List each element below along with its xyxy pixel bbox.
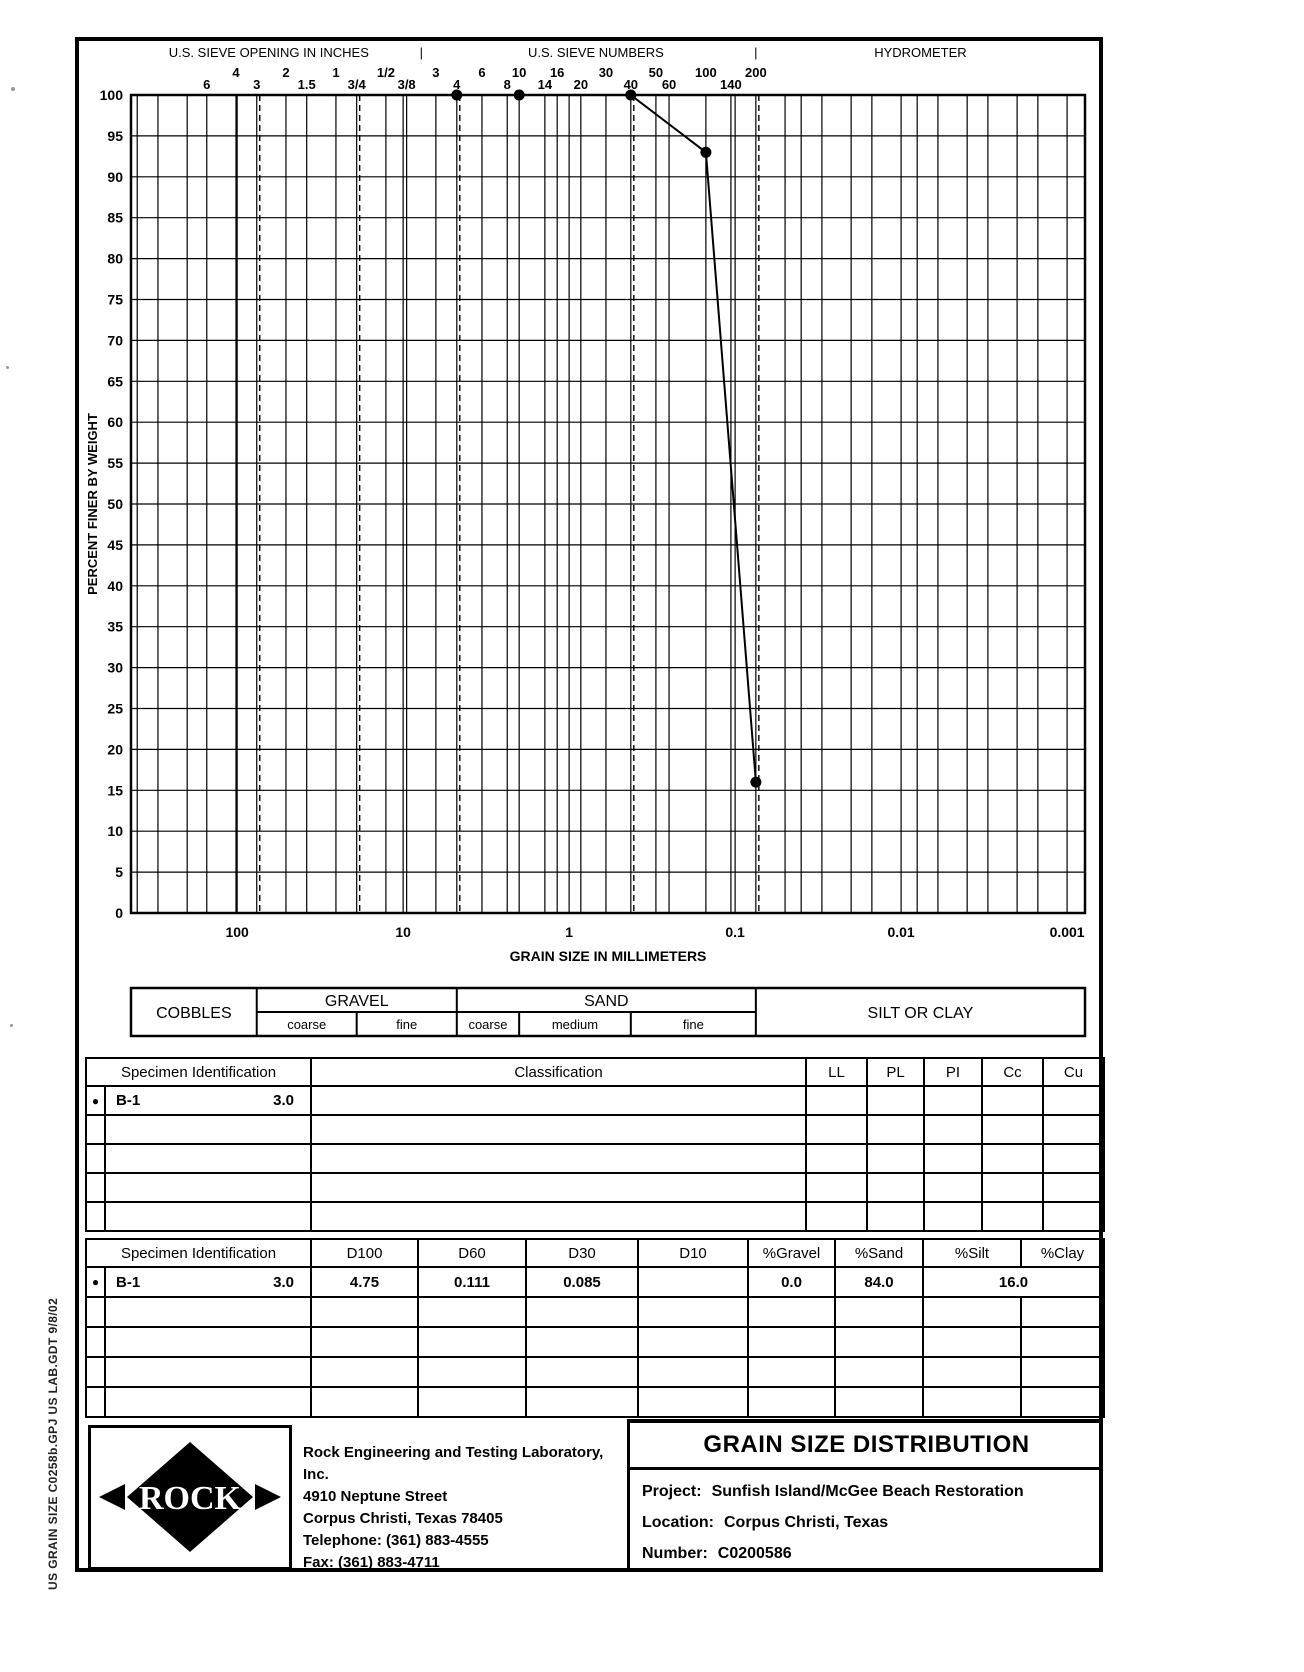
col-header: Classification: [311, 1058, 806, 1086]
svg-text:100: 100: [695, 65, 717, 80]
specimen-id: B-1: [116, 1273, 141, 1291]
table-row: [86, 1115, 1104, 1144]
table-cell: [311, 1327, 418, 1357]
col-header: Cc: [982, 1058, 1043, 1086]
table-cell: [418, 1357, 526, 1387]
col-header: D100: [311, 1239, 418, 1267]
company-line: Corpus Christi, Texas 78405: [303, 1510, 503, 1527]
table-cell: [923, 1387, 1021, 1417]
svg-text:fine: fine: [396, 1017, 418, 1032]
table-cell: [806, 1202, 867, 1231]
specimen-cell: [105, 1086, 311, 1115]
svg-text:GRAVEL: GRAVEL: [324, 993, 389, 1010]
svg-text:10: 10: [107, 823, 123, 840]
table-cell: [748, 1357, 835, 1387]
logo-right-arrow: [255, 1484, 281, 1510]
d30-cell: 0.085: [526, 1267, 638, 1297]
svg-text:0.1: 0.1: [725, 924, 745, 940]
table-cell: [311, 1357, 418, 1387]
svg-text:4: 4: [232, 65, 240, 80]
table-cell: [638, 1387, 748, 1417]
title-block: [627, 1419, 1103, 1572]
table-cell: [311, 1115, 806, 1144]
table-cell: [86, 1387, 105, 1417]
table-cell: [923, 1297, 1021, 1327]
table-cell: [638, 1327, 748, 1357]
table-cell: [1043, 1202, 1104, 1231]
table-cell: [867, 1115, 924, 1144]
svg-text:90: 90: [107, 168, 123, 185]
table-cell: [748, 1297, 835, 1327]
table-row: [86, 1357, 1104, 1387]
table-cell: [924, 1202, 982, 1231]
col-header: %Silt: [923, 1239, 1021, 1267]
svg-text:|: |: [419, 45, 423, 60]
table-cell: [923, 1327, 1021, 1357]
table-cell: [835, 1327, 923, 1357]
svg-text:95: 95: [107, 127, 123, 144]
gravel-pct-cell: 0.0: [748, 1267, 835, 1297]
svg-text:60: 60: [107, 414, 123, 431]
table-cell: [806, 1115, 867, 1144]
table-cell: [806, 1144, 867, 1173]
svg-text:75: 75: [107, 291, 123, 308]
col-header: D60: [418, 1239, 526, 1267]
project-label: Project:: [642, 1483, 702, 1500]
svg-text:50: 50: [648, 65, 664, 80]
number-value: C0200586: [717, 1545, 792, 1562]
svg-text:3/4: 3/4: [347, 77, 366, 92]
rock-logo: [88, 1425, 292, 1570]
col-header: PI: [924, 1058, 982, 1086]
location-value: Corpus Christi, Texas: [724, 1514, 889, 1531]
d100-cell: 4.75: [311, 1267, 418, 1297]
table-cell: [418, 1297, 526, 1327]
table-cell: [748, 1327, 835, 1357]
specimen-cell: [105, 1267, 311, 1297]
table-cell: [86, 1357, 105, 1387]
table-cell: [982, 1115, 1043, 1144]
table-row: [86, 1202, 1104, 1231]
table-cell: [1021, 1387, 1104, 1417]
table-cell: [806, 1173, 867, 1202]
table-cell: [105, 1173, 311, 1202]
logo-left-arrow: [99, 1484, 125, 1510]
col-header: %Gravel: [748, 1239, 835, 1267]
svg-text:1/2: 1/2: [376, 65, 395, 80]
svg-text:1.5: 1.5: [297, 77, 316, 92]
svg-text:1: 1: [332, 65, 340, 80]
table-cell: [418, 1327, 526, 1357]
svg-text:fine: fine: [682, 1017, 704, 1032]
table-cell: [418, 1387, 526, 1417]
table-cell: [1043, 1115, 1104, 1144]
table-cell: [982, 1173, 1043, 1202]
svg-text:55: 55: [107, 455, 123, 472]
svg-text:140: 140: [720, 77, 742, 92]
sand-pct-cell: 84.0: [835, 1267, 923, 1297]
table-cell: [86, 1115, 105, 1144]
svg-text:8: 8: [503, 77, 511, 92]
svg-text:40: 40: [107, 577, 123, 594]
table-cell: [86, 1173, 105, 1202]
specimen-depth: 3.0: [273, 1273, 294, 1291]
table-cell: [982, 1202, 1043, 1231]
svg-text:5: 5: [115, 864, 123, 881]
table-cell: [311, 1144, 806, 1173]
table-cell: [105, 1387, 311, 1417]
table-cell: [86, 1144, 105, 1173]
table-row: [86, 1173, 1104, 1202]
company-line: Rock Engineering and Testing Laboratory, Inc.: [303, 1444, 604, 1483]
table-cell: [105, 1115, 311, 1144]
table-cell: [835, 1387, 923, 1417]
table-cell: [1021, 1357, 1104, 1387]
table-row: [86, 1387, 1104, 1417]
svg-text:1: 1: [565, 924, 574, 940]
svg-text:6: 6: [203, 77, 211, 92]
company-line: 4910 Neptune Street: [303, 1488, 448, 1505]
report-title: GRAIN SIZE DISTRIBUTION: [630, 1423, 1103, 1470]
svg-text:coarse: coarse: [287, 1017, 327, 1032]
table-cell: [835, 1297, 923, 1327]
svg-text:200: 200: [744, 65, 767, 80]
table-cell: [748, 1387, 835, 1417]
number-line: [630, 1545, 1103, 1563]
classification-table-grid: [85, 1057, 1105, 1232]
svg-text:6: 6: [478, 65, 486, 80]
project-value: Sunfish Island/McGee Beach Restoration: [711, 1483, 1024, 1500]
col-header: Specimen Identification: [86, 1058, 311, 1086]
logo-text: ROCK: [139, 1480, 241, 1517]
company-line: Telephone: (361) 883-4555: [303, 1532, 489, 1549]
table-cell: [105, 1202, 311, 1231]
table-cell: [105, 1327, 311, 1357]
specimen-id: B-1: [116, 1092, 141, 1109]
table-cell: [1043, 1173, 1104, 1202]
svg-text:SILT OR CLAY: SILT OR CLAY: [867, 1005, 974, 1022]
table-cell: [867, 1173, 924, 1202]
col-header: PL: [867, 1058, 924, 1086]
svg-text:35: 35: [107, 618, 123, 635]
svg-text:16: 16: [549, 65, 565, 80]
svg-text:coarse: coarse: [468, 1017, 508, 1032]
svg-text:0.01: 0.01: [887, 924, 915, 940]
col-header: %Clay: [1021, 1239, 1104, 1267]
svg-text:0: 0: [115, 905, 123, 921]
table-cell: [982, 1086, 1043, 1115]
table-cell: [311, 1387, 418, 1417]
table-cell: [311, 1297, 418, 1327]
svg-text:14: 14: [537, 77, 553, 92]
svg-text:|: |: [754, 45, 758, 60]
table-cell: [105, 1144, 311, 1173]
fines-pct-cell: 16.0: [923, 1267, 1104, 1297]
specimen-depth: 3.0: [273, 1092, 294, 1109]
table-cell: [105, 1297, 311, 1327]
svg-text:30: 30: [598, 65, 614, 80]
company-line: Fax: (361) 883-4711: [303, 1554, 440, 1571]
col-header: %Sand: [835, 1239, 923, 1267]
table-cell: [867, 1144, 924, 1173]
table-cell: [86, 1297, 105, 1327]
table-cell: [1021, 1327, 1104, 1357]
table-cell: [867, 1202, 924, 1231]
svg-text:3: 3: [253, 77, 261, 92]
gradation-results-table: [85, 1238, 1103, 1416]
svg-text:30: 30: [107, 659, 123, 676]
d10-cell: [638, 1267, 748, 1297]
table-cell: [638, 1297, 748, 1327]
svg-text:65: 65: [107, 373, 123, 390]
table-cell: [1021, 1297, 1104, 1327]
table-cell: [835, 1357, 923, 1387]
table-cell: [638, 1357, 748, 1387]
svg-text:60: 60: [661, 77, 677, 92]
svg-text:20: 20: [107, 741, 123, 758]
svg-text:45: 45: [107, 536, 123, 553]
table-cell: [86, 1327, 105, 1357]
d60-cell: 0.111: [418, 1267, 526, 1297]
table-cell: [1043, 1086, 1104, 1115]
col-header: Specimen Identification: [86, 1239, 311, 1267]
project-line: [630, 1483, 1103, 1501]
svg-text:70: 70: [107, 332, 123, 349]
table-cell: [526, 1297, 638, 1327]
col-header: LL: [806, 1058, 867, 1086]
col-header: D30: [526, 1239, 638, 1267]
svg-text:100: 100: [99, 87, 123, 103]
svg-text:0.001: 0.001: [1049, 924, 1085, 940]
table-cell: [526, 1387, 638, 1417]
svg-text:GRAIN SIZE IN MILLIMETERS: GRAIN SIZE IN MILLIMETERS: [509, 948, 707, 964]
classification-cell: [311, 1086, 806, 1115]
svg-text:3: 3: [432, 65, 440, 80]
table-row: [86, 1327, 1104, 1357]
svg-text:4: 4: [453, 77, 461, 92]
col-header: Cu: [1043, 1058, 1104, 1086]
svg-text:medium: medium: [551, 1017, 599, 1032]
svg-text:HYDROMETER: HYDROMETER: [874, 45, 967, 60]
table-cell: [526, 1327, 638, 1357]
table-cell: [982, 1144, 1043, 1173]
classification-table: [85, 1057, 1103, 1232]
table-cell: [924, 1086, 982, 1115]
svg-text:100: 100: [225, 924, 249, 940]
svg-text:15: 15: [107, 782, 123, 799]
svg-text:40: 40: [623, 77, 639, 92]
table-row: [86, 1267, 1104, 1297]
table-row: [86, 1086, 1104, 1115]
svg-text:3/8: 3/8: [397, 77, 416, 92]
results-table-grid: [85, 1238, 1105, 1418]
col-header: D10: [638, 1239, 748, 1267]
table-cell: [1043, 1144, 1104, 1173]
svg-text:10: 10: [511, 65, 527, 80]
table-cell: [924, 1173, 982, 1202]
svg-text:U.S. SIEVE NUMBERS: U.S. SIEVE NUMBERS: [527, 45, 664, 60]
plot-file-side-text: US GRAIN SIZE C0258b.GPJ US LAB.GDT 9/8/02: [46, 1297, 60, 1590]
table-row: [86, 1144, 1104, 1173]
svg-text:80: 80: [107, 250, 123, 267]
table-cell: [86, 1202, 105, 1231]
location-label: Location:: [642, 1514, 714, 1531]
table-cell: [924, 1115, 982, 1144]
company-info: [303, 1442, 623, 1574]
table-cell: [806, 1086, 867, 1115]
svg-text:2: 2: [282, 65, 290, 80]
svg-text:COBBLES: COBBLES: [156, 1005, 232, 1022]
svg-text:50: 50: [107, 496, 123, 512]
svg-text:85: 85: [107, 209, 123, 226]
svg-text:25: 25: [107, 700, 123, 717]
table-cell: [867, 1086, 924, 1115]
table-row: [86, 1297, 1104, 1327]
series-marker: ●: [86, 1086, 105, 1115]
table-cell: [526, 1357, 638, 1387]
table-cell: [923, 1357, 1021, 1387]
table-cell: [311, 1202, 806, 1231]
svg-text:U.S. SIEVE OPENING IN INCHES: U.S. SIEVE OPENING IN INCHES: [168, 45, 369, 60]
number-label: Number:: [642, 1545, 708, 1562]
svg-text:10: 10: [395, 924, 411, 940]
series-marker: ●: [86, 1267, 105, 1297]
table-cell: [924, 1144, 982, 1173]
svg-text:SAND: SAND: [584, 993, 629, 1010]
svg-text:20: 20: [573, 77, 589, 92]
location-line: [630, 1514, 1103, 1532]
table-cell: [311, 1173, 806, 1202]
svg-text:PERCENT FINER BY WEIGHT: PERCENT FINER BY WEIGHT: [85, 413, 100, 595]
table-cell: [105, 1357, 311, 1387]
